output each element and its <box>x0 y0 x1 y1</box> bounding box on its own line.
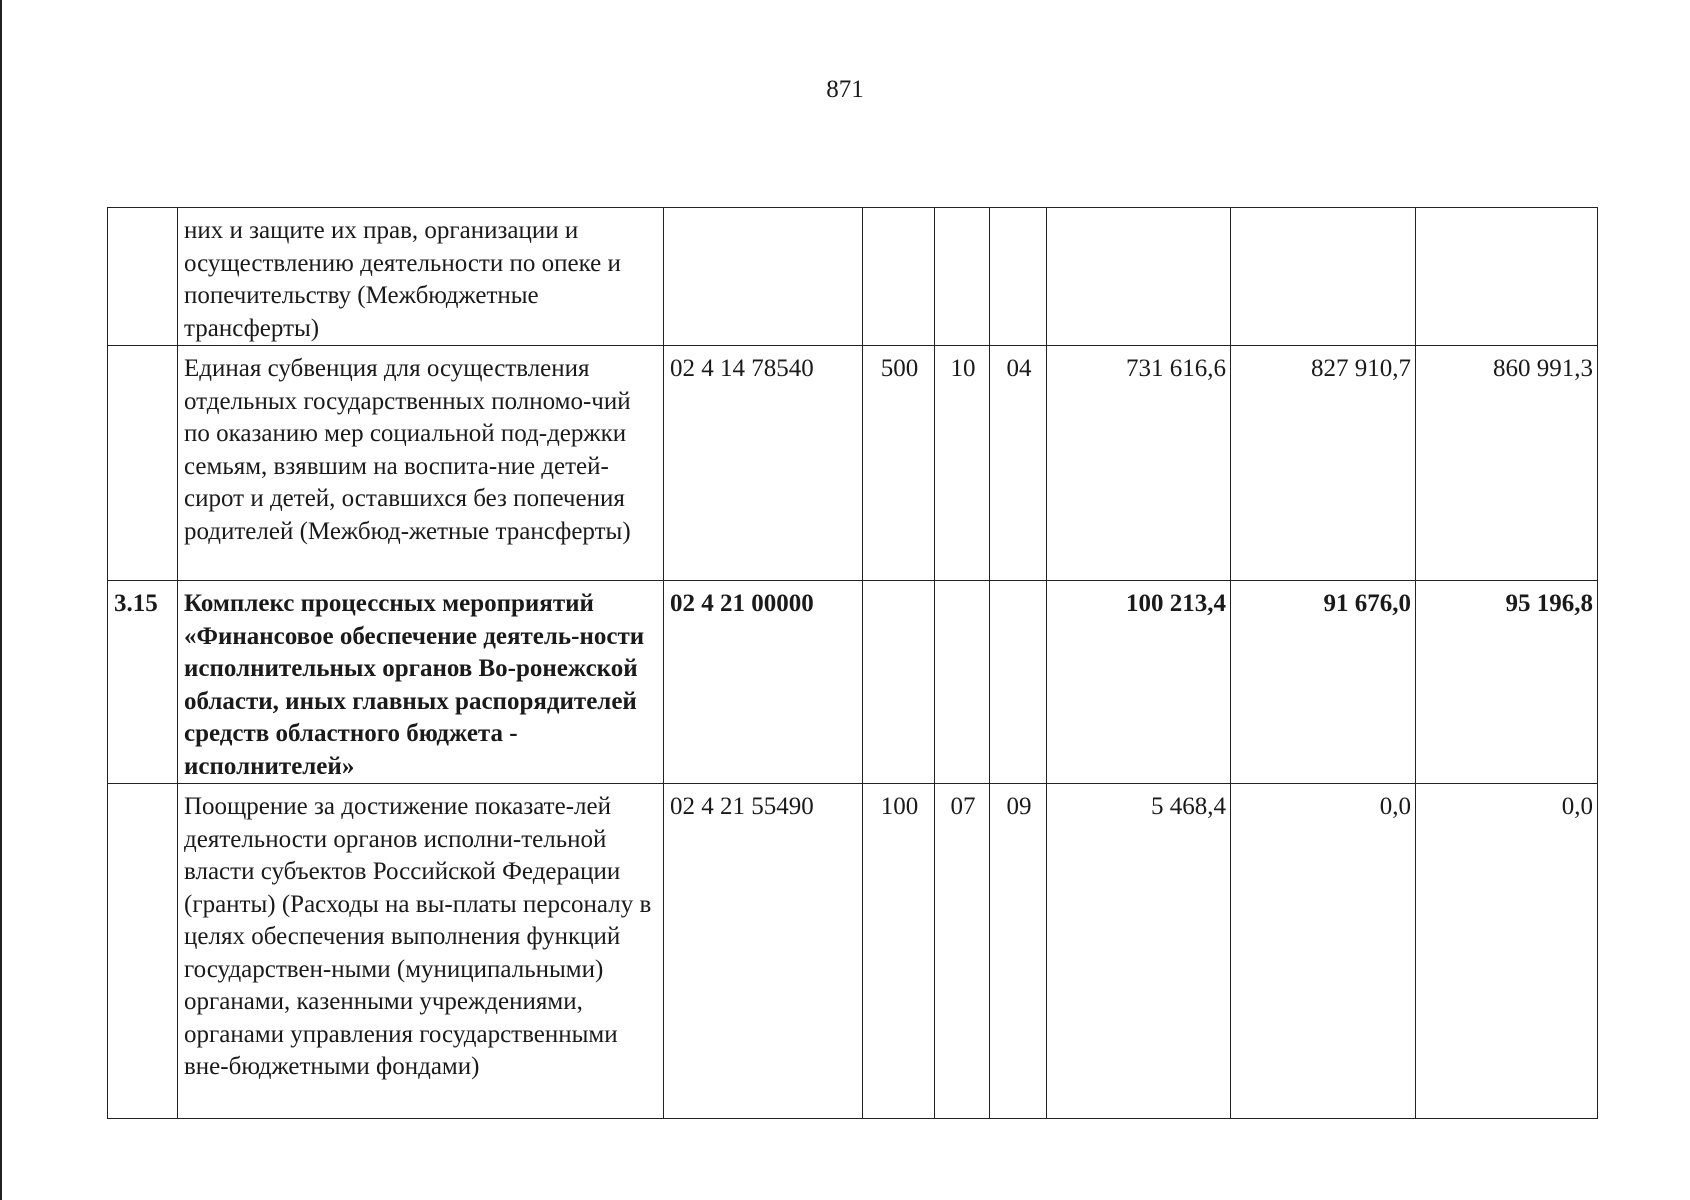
target-article-code <box>664 208 863 346</box>
section-code: 07 <box>935 784 990 1119</box>
amount-year-3: 860 991,3 <box>1416 346 1598 581</box>
amount-year-1 <box>1047 208 1231 346</box>
target-article-code: 02 4 21 00000 <box>664 581 863 784</box>
expense-type-code: 100 <box>863 784 935 1119</box>
section-code: 10 <box>935 346 990 581</box>
target-article-code: 02 4 21 55490 <box>664 784 863 1119</box>
item-name: Единая субвенция для осуществления отдельных государственных полномо-чий по оказанию мер социальной под-держки семьям, взявшим на воспита-ние детей-сирот и детей, оставшихся без попечения родителей (Межбюд-жетные трансферты) <box>178 346 664 581</box>
amount-year-2: 91 676,0 <box>1231 581 1416 784</box>
subsection-code <box>990 581 1047 784</box>
amount-year-2: 827 910,7 <box>1231 346 1416 581</box>
row-number <box>108 208 178 346</box>
expense-type-code <box>863 208 935 346</box>
amount-year-1: 100 213,4 <box>1047 581 1231 784</box>
amount-year-3: 95 196,8 <box>1416 581 1598 784</box>
amount-year-3: 0,0 <box>1416 784 1598 1119</box>
target-article-code: 02 4 14 78540 <box>664 346 863 581</box>
amount-year-3 <box>1416 208 1598 346</box>
section-code <box>935 581 990 784</box>
item-name: Комплекс процессных мероприятий «Финансовое обеспечение деятель-ности исполнительных органов Во-ронежской области, иных главных распорядителей средств областного бюджета - исполнителей» <box>178 581 664 784</box>
amount-year-2 <box>1231 208 1416 346</box>
subsection-code: 04 <box>990 346 1047 581</box>
row-number: 3.15 <box>108 581 178 784</box>
table-row <box>108 784 1598 1119</box>
row-number <box>108 784 178 1119</box>
subsection-code: 09 <box>990 784 1047 1119</box>
expense-type-code <box>863 581 935 784</box>
row-number <box>108 346 178 581</box>
section-code <box>935 208 990 346</box>
page-number: 871 <box>826 76 864 103</box>
table-row <box>108 208 1598 346</box>
table-row <box>108 346 1598 581</box>
amount-year-2: 0,0 <box>1231 784 1416 1119</box>
amount-year-1: 731 616,6 <box>1047 346 1231 581</box>
amount-year-1: 5 468,4 <box>1047 784 1231 1119</box>
page-edge-rule <box>0 0 2 1200</box>
item-name: них и защите их прав, организации и осуществлению деятельности по опеке и попечительству (Межбюджетные трансферты) <box>178 208 664 346</box>
subsection-code <box>990 208 1047 346</box>
expense-type-code: 500 <box>863 346 935 581</box>
budget-table <box>107 207 1598 1119</box>
table-row-section-total <box>108 581 1598 784</box>
item-name: Поощрение за достижение показате-лей деятельности органов исполни-тельной власти субъектов Российской Федерации (гранты) (Расходы на вы-платы персоналу в целях обеспечения выполнения функций государствен-ными (муниципальными) органами, казенными учреждениями, органами управления государственными вне-бюджетными фондами) <box>178 784 664 1119</box>
